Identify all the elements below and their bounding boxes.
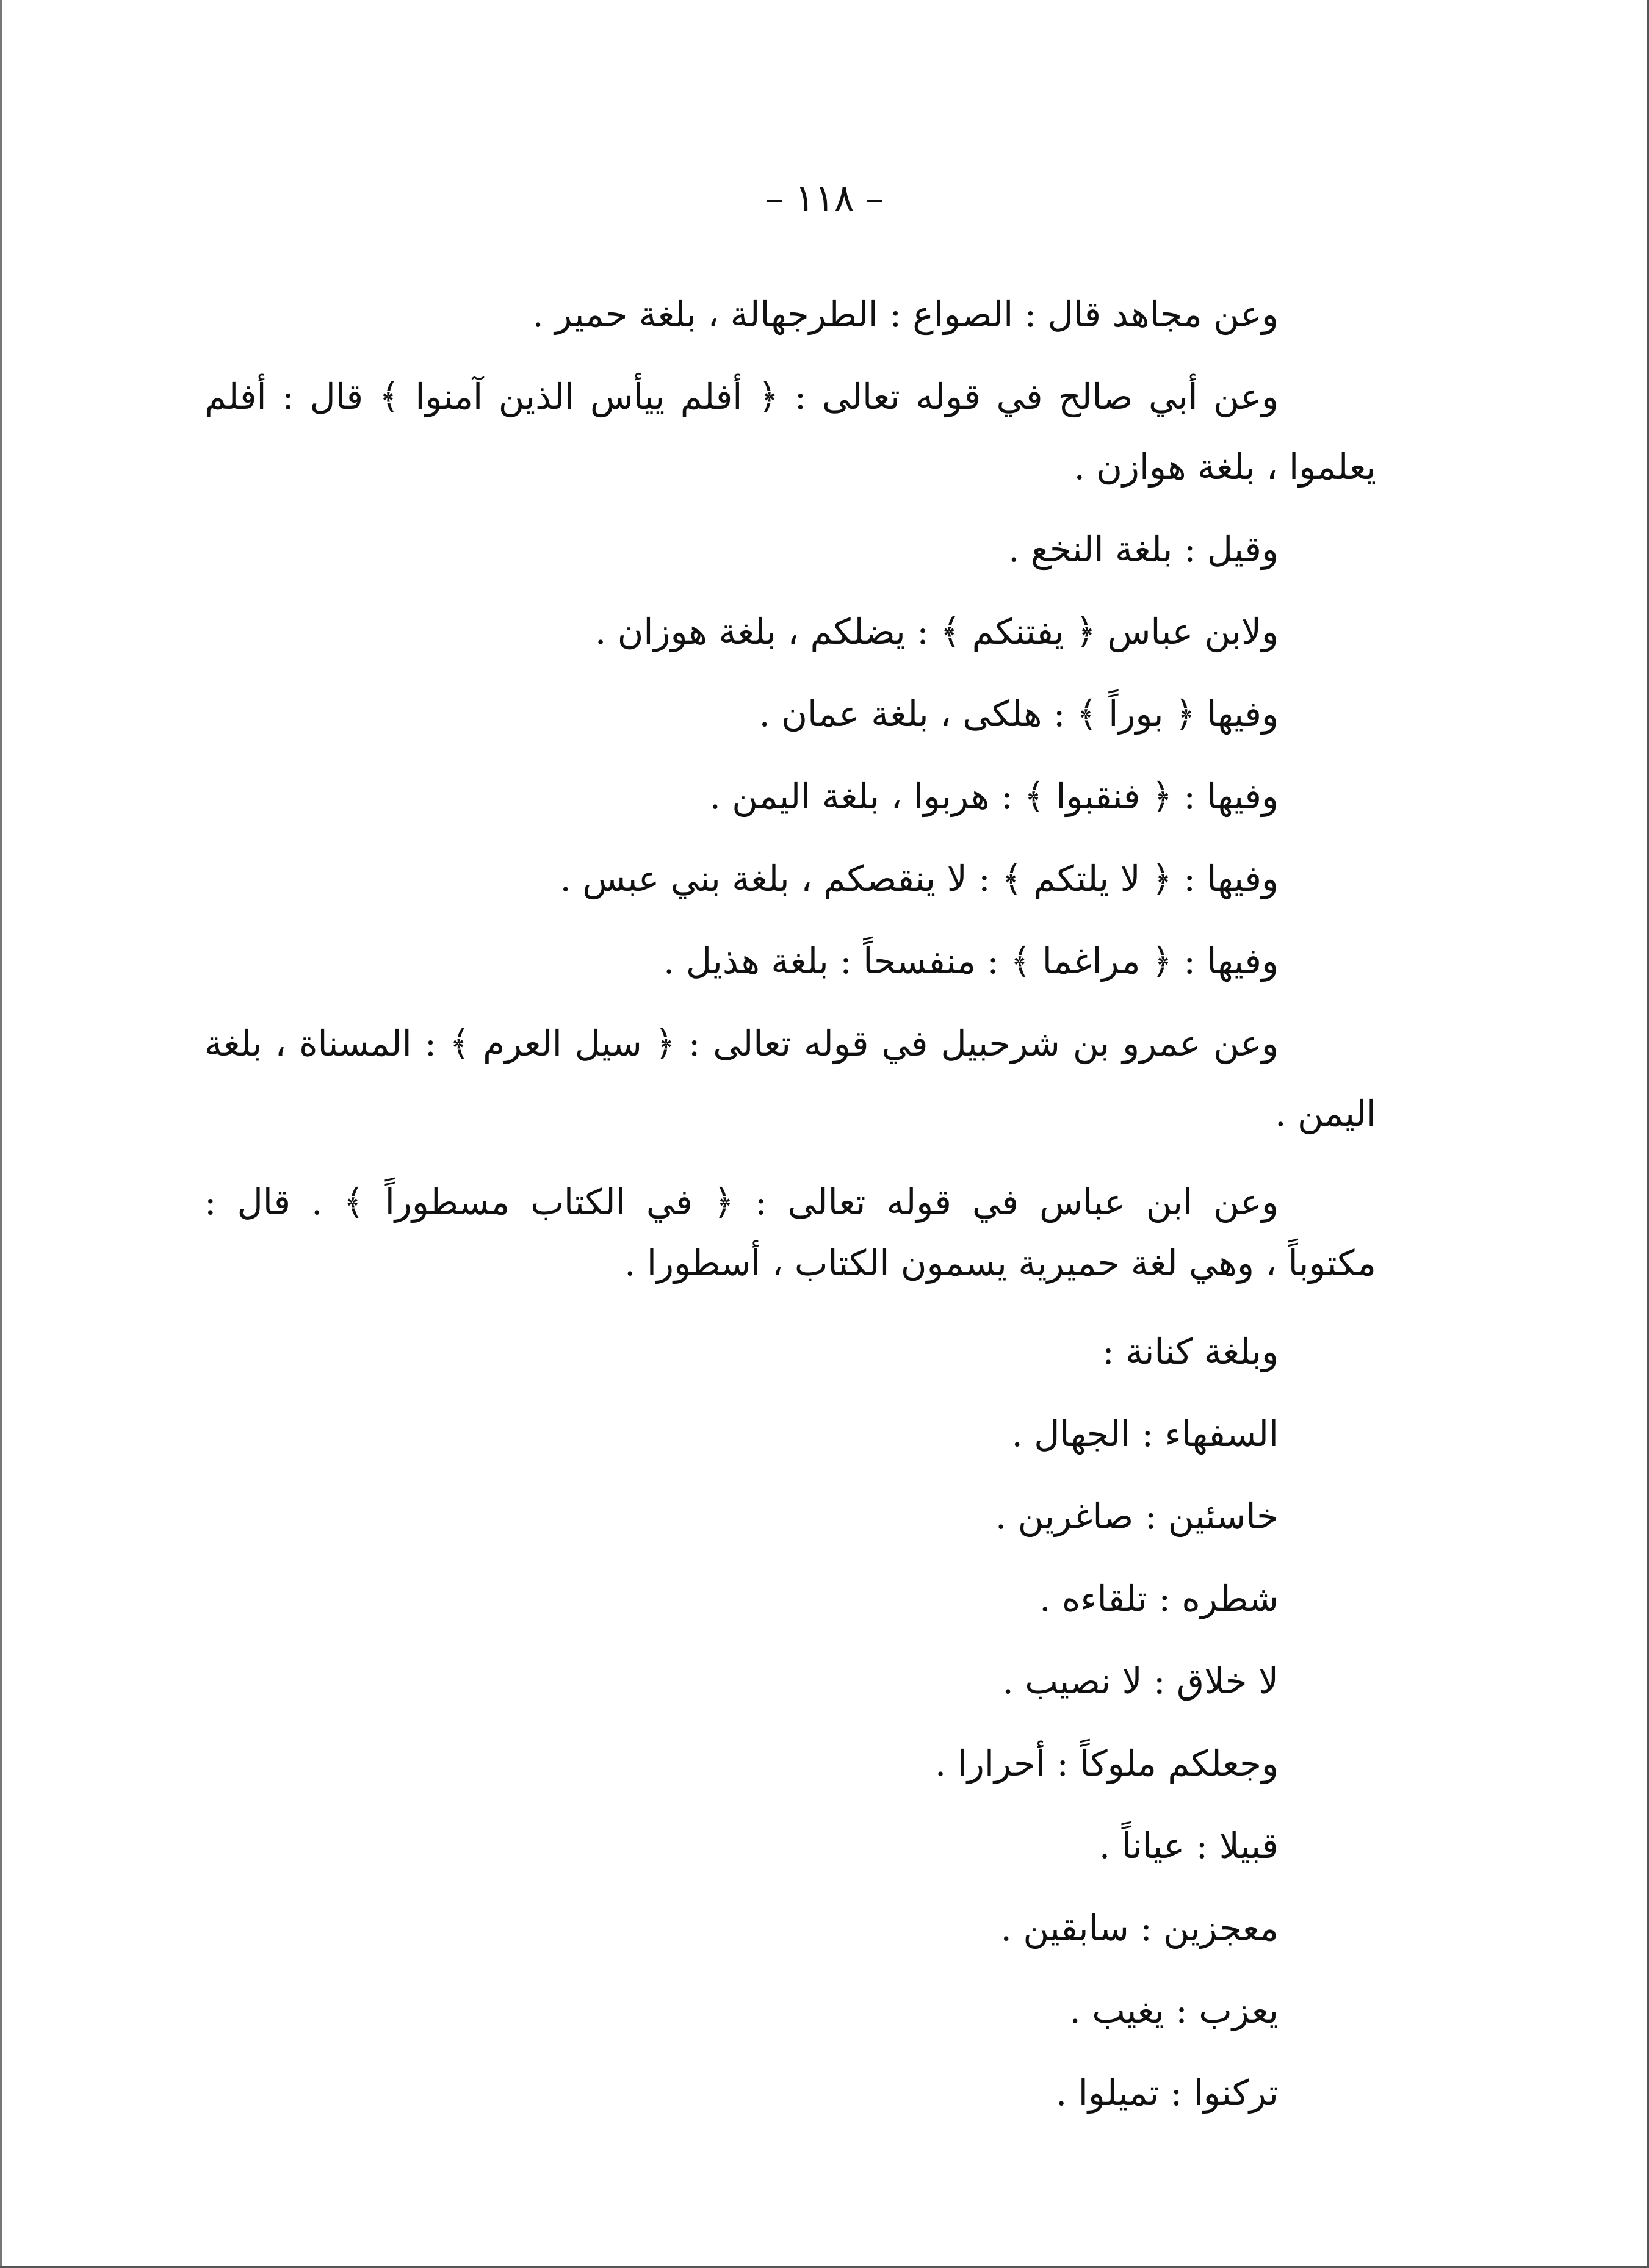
page-left-edge <box>0 0 2 2268</box>
text-line: يعلموا ، بلغة هوازن . <box>1073 446 1376 488</box>
text-line: اليمن . <box>1275 1093 1376 1134</box>
text-line: ولابن عباس ﴿ يفتنكم ﴾ : يضلكم ، بلغة هوزان . <box>594 611 1279 652</box>
text-line: شطره : تلقاءه . <box>1039 1578 1279 1619</box>
text-line: تركنوا : تميلوا . <box>1055 2072 1279 2114</box>
text-line: وعن أبي صالح في قوله تعالى : ﴿ أفلم ييأس الذين آمنوا ﴾ قال : أفلم <box>204 376 1279 417</box>
page-number: – ١١٨ – <box>765 177 884 220</box>
text-line: السفهاء : الجهال . <box>1011 1413 1279 1455</box>
page-right-edge <box>1647 0 1649 2268</box>
text-line: وقيل : بلغة النخع . <box>1008 528 1279 570</box>
text-line: وفيها ﴿ بوراً ﴾ : هلكى ، بلغة عمان . <box>759 693 1279 735</box>
text-line: وجعلكم ملوكاً : أحرارا . <box>934 1743 1279 1784</box>
text-line: وعن عمرو بن شرحبيل في قوله تعالى : ﴿ سيل العرم ﴾ : المسناة ، بلغة <box>204 1023 1279 1064</box>
text-line: وفيها : ﴿ لا يلتكم ﴾ : لا ينقصكم ، بلغة بني عبس . <box>560 858 1279 899</box>
text-line: وعن مجاهد قال : الصواع : الطرجهالة ، بلغة حمير . <box>532 293 1279 335</box>
text-line: لا خلاق : لا نصيب . <box>1002 1660 1279 1702</box>
text-line: معجزين : سابقين . <box>1000 1907 1279 1949</box>
page-bottom-edge <box>0 2266 1649 2268</box>
text-line: مكتوباً ، وهي لغة حميرية يسمون الكتاب ، أسطورا . <box>624 1242 1376 1284</box>
text-line: وعن ابن عباس في قوله تعالى : ﴿ في الكتاب مسطوراً ﴾ . قال : <box>204 1181 1279 1223</box>
text-line: وفيها : ﴿ مراغما ﴾ : منفسحاً : بلغة هذيل . <box>663 940 1279 982</box>
text-line: قبيلا : عياناً . <box>1099 1825 1279 1867</box>
text-line: وبلغة كنانة : <box>1102 1331 1279 1372</box>
text-line: وفيها : ﴿ فنقبوا ﴾ : هربوا ، بلغة اليمن . <box>709 776 1279 817</box>
text-line: يعزب : يغيب . <box>1069 1990 1279 2031</box>
text-line: خاسئين : صاغرين . <box>995 1496 1279 1537</box>
